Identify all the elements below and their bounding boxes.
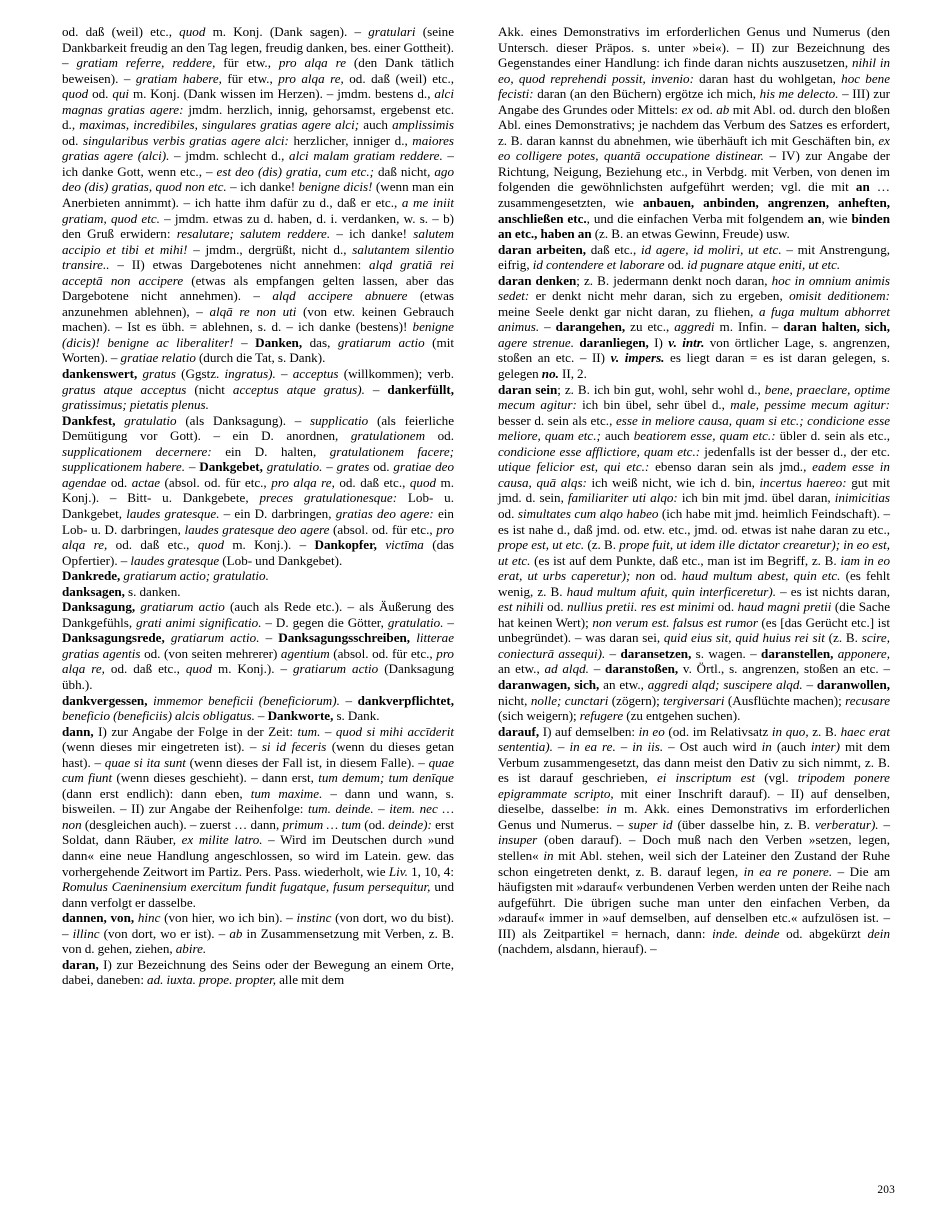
page-number: 203 [877,1184,895,1196]
right-column [498,24,890,957]
entry-daran: daran, I) zur Bezeichnung des Seins oder der Bewegung an einem Orte, dabei, daneben: ad. iuxta. prope. propter, alle mit dem [62,956,454,988]
entry-danken-continued: od. daß (weil) etc., quod m. Konj. (Dank sagen). – gratulari (seine Dankbarkeit freudig an den Tag legen, freudig danken, bes. einer Gottheit). – gratiam referre, reddere, für etw., pro alqa re (den Dank tätlich beweisen). – gratiam habere, für etw., pro alqa re, od. daß (weil) etc., quod od. qui m. Konj. (Dank wissen im Herzen). – jmdm. bestens d., alci magnas gratias agere: jmdm. herzlich, innig, gehorsamst, ergebenst etc. d., maximas, incredibiles, singulares gratias agere alci; auch amplissimis od. singularibus verbis gratias agere alci: herzlicher, inniger d., maiores gratias agere (alci). – jmdm. schlecht d., alci malam gratiam reddere. – ich danke Gott, wenn etc., – est deo (dis) gratia, cum etc.; daß nicht, ago deo (dis) gratias, quod non etc. – ich danke! benigne dicis! (wenn man ein Anerbieten annimmt). – ich hatte ihm dafür zu d., daß er etc., a me iniit gratiam, quod etc. – jmdm. etwas zu d. haben, d. i. verdanken, w. s. – b) den Gruß erwidern: resalutare; salutem reddere. – ich danke! salutem accipio et tibi et mihi! – jmdm., dergrüßt, nicht d., salutantem silentio transire.. – II) etwas Dargebotenes nicht annehmen: alqd gratiā rei acceptā non accipere (etwas als empfangen gelten lassen, aber das Dargebotene nicht annehmen). – alqd accipere abnuere (etwas anzunehmen ablehnen), – alqā re non uti (von etw. keinen Gebrauch machen). – Ist es übh. = ablehnen, s. d. – ich danke (bestens)! benigne (dicis)! benigne ac liberaliter! – Danken, das, gratiarum actio (mit Worten). – gratiae relatio (durch die Tat, s. Dank). [62,24,455,366]
entry-danksagung: Danksagung, gratiarum actio (auch als Rede etc.). – als Äußerung des Dankgefühls, grati animi significatio. – D. gegen die Götter, gratulatio. – Danksagungsrede, gratiarum actio. – Danksagungsschreiben, litterae gratias agentis od. (von seiten mehrerer) agentium (absol. od. für etc., pro alqa re, od. daß etc., quod m. Konj.). – gratiarum actio (Danksagung übh.). [62,599,455,692]
entry-dannen-von: dannen, von, hinc (von hier, wo ich bin). – instinc (von dort, wo du bist). – illinc (von dort, wo er ist). – ab in Zusammensetzung mit Verben, z. B. von d. gehen, ziehen, abire. [62,910,454,957]
entry-daran-sein: daran sein; z. B. ich bin gut, wohl, sehr wohl d., bene, praeclare, optime mecum agitur: ich bin übel, sehr übel d., male, pessime mecum agitur: besser d. sein als etc., esse in meliore causa, quam si etc.; condicione esse meliore, quam etc.; auch beatiorem esse, quam etc.: übler d. sein als etc., condicione esse afflictiore, quam etc.: jedenfalls ist der besser d., der etc. utique felicior est, qui etc.: ebenso daran sein als jmd., eadem esse in causa, quā alqs: ich weiß nicht, wie ich d. bin, incertus haereo: gut mit jmd. d. sein, familiariter uti alqo: ich bin mit jmd. übel daran, inimicitias od. simultates cum alqo habeo (ich habe mit jmd. heimlich Feindschaft). – es ist nahe d., daß jmd. od. etw. etc., jmd. od. etwas ist nahe daran zu etc., prope est, ut etc. (z. B. prope fuit, ut idem ille dictator crearetur); in eo est, ut etc. (es ist auf dem Punkte, daß etc., man ist im Begriff, z. B. iam in eo erat, ut urbs caperetur); non od. haud multum abest, quin etc. (es fehlt wenig, z. B. haud multum afuit, quin interficeretur). – es ist nichts daran, est nihili od. nullius pretii. res est minimi od. haud magni pretii (die Sache hat keinen Wert); non verum est. falsus est rumor (es [das Gerücht etc.] ist unbegründet). – was daran sei, quid eius sit, quid huius rei sit (z. B. scire, coniecturā assequi). – daransetzen, s. wagen. – daranstellen, apponere, an etw., ad alqd. – daranstoßen, v. Örtl., s. angrenzen, stoßen an etc. – daranwagen, sich, an etw., aggredi alqd; suscipere alqd. – daranwollen, nicht, nolle; cunctari (zögern); tergiversari (Ausflüchte machen); recusare (sich weigern); refugere (zu entgehen suchen). [498,381,891,724]
entry-darauf: darauf, I) auf demselben: in eo (od. im Relativsatz in quo, z. B. haec erat sententia). – in ea re. – in iis. – Ost auch wird in (auch inter) mit dem Verbum zusammengesetzt, das dann meist den Dativ zu sich nimmt, z. B. es ist darauf geschrieben, ei inscriptum est (vgl. tripodem ponere epigrammate scripto, mit einer Inschrift darauf). – II) auf denselben, dieselbe, dasselbe: in m. Akk. eines Demonstrativs im erforderlichen Genus und Numerus. – super id (über dasselbe hin, z. B. verberatur). – insuper (oben darauf). – Doch muß nach den Verben »setzen, legen, stellen« in mit Abl. stehen, weil sich der Lateiner den Zustand der Ruhe schon eingetreten denkt, z. B. darauf legen, in ea re ponere. – Die am häufigsten mit »darauf« verbundenen Verben werden unten der Reihe nach aufgeführt. Die übrigen suche man unter den einfachen Verben, da »darauf« immer in »auf demselben, auf denselben etc.« aufzulösen ist. – III) als Zeitpartikel = hernach, dann: inde. deinde od. abgekürzt dein (nachdem, alsdann, hierauf). – [498,723,891,957]
entry-dankvergessen: dankvergessen, immemor beneficii (beneficiorum). – dankverpflichtet, beneficio (beneficiis) alcis obligatus. – Dankworte, s. Dank. [62,692,454,724]
entry-daran-denken: daran denken; z. B. jedermann denkt noch daran, hoc in omnium animis sedet: er denkt nicht mehr daran, sich zu ergeben, omisit deditionem: meine Seele denkt gar nicht daran, zu fliehen, a fuga multum abhorret animus. – darangehen, zu etc., aggredi m. Infin. – daran halten, sich, agere strenue. daranliegen, I) v. intr. von örtlicher Lage, s. angrenzen, stoßen an etc. – II) v. impers. es liegt daran = es ist daran gelegen, s. gelegen no. II, 2. [498,272,891,382]
entry-daran-arbeiten: daran arbeiten, daß etc., id agere, id moliri, ut etc. – mit Anstrengung, eifrig, id contendere et laborare od. id pugnare atque eniti, ut etc. [498,241,891,273]
entry-danksagen: danksagen, s. danken. [62,583,181,599]
entry-dankfest: Dankfest, gratulatio (als Danksagung). – supplicatio (als feierliche Demütigung vor Gott). – ein D. anordnen, gratulationem od. supplicationem decernere: ein D. halten, gratulationem facere; supplicationem habere. – Dankgebet, gratulatio. – grates od. gratiae deo agendae od. actae (absol. od. für etc., pro alqa re, od. daß etc., quod m. Konj.). – Bitt- u. Dankgebete, preces gratulationesque: Lob- u. Dankgebet, laudes gratesque. – ein D. darbringen, gratias deo agere: ein Lob- u. D. darbringen, laudes gratesque deo agere (absol. od. für etc., pro alqa re, od. daß etc., quod m. Konj.). – Dankopfer, victīma (das Opfertier). – laudes gratesque (Lob- und Dankgebet). [62,412,455,568]
entry-daran-continued: Akk. eines Demonstrativs im erforderlichen Genus und Numerus (den Untersch. dieser Präpos. s. unter »bei«). – II) zur Bezeichnung des Gegenstandes einer Handlung: ich finde daran nichts auszusetzen, nihil in eo, quod reprehendi possit, invenio: daran hast du wohlgetan, hoc bene fecisti: daran (an den Büchern) ergötze ich mich, his me delecto. – III) zur Angabe des Grundes oder Mittels: ex od. ab mit Abl. od. durch den bloßen Abl. eines Demonstrativs; je nachdem das Verbum des Satzes es erfordert, z. B. daran kannst du abnehmen, wie überhäuft ich mit Geschäften bin, ex eo colligere potes, quantā occupatione distinear. – IV) zur Angabe der Richtung, Neigung, Beziehung etc., in Verbdg. mit Verben, von denen im folgenden die gewöhnlichsten aufgeführt werden; vgl. die mit an … zusammengesetzten, wie anbauen, anbinden, angrenzen, anheften, anschließen etc., und die einfachen Verba mit folgendem an, wie binden an etc., haben an (z. B. an etwas Gewinn, Freude) usw. [498,24,891,242]
left-column [62,24,454,988]
entry-dankenswert: dankenswert, gratus (Ggstz. ingratus). – acceptus (willkommen); verb. gratus atque acceptus (nicht acceptus atque gratus). – dankerfüllt, gratissimus; pietatis plenus. [62,366,454,413]
entry-dankrede: Dankrede, gratiarum actio; gratulatio. [62,568,269,584]
page-columns [62,24,895,988]
entry-dann: dann, I) zur Angabe der Folge in der Zeit: tum. – quod si mihi accīderit (wenn dieses mir eingetreten ist). – si id feceris (wenn du dieses getan hast). – quae si ita sunt (wenn dieses der Fall ist, in diesem Falle). – quae cum fiunt (wenn dieses geschieht). – dann erst, tum demum; tum denīque (dann erst endlich): dann eben, tum maxime. – dann und wann, s. bisweilen. – II) zur Angabe der Reihenfolge: tum. deinde. – item. nec … non (desgleichen auch). – zuerst … dann, primum … tum (od. deinde): erst Soldat, dann Räuber, ex milite latro. – Wird im Deutschen durch »und dann« eine neue Handlung angeschlossen, so wird im Latein. gew. das vorhergehende Zeitwort im Partiz. Pers. Pass. wiederholt, wie Liv. 1, 10, 4: Romulus Caeninensium exercitum fundit fugatque, fusum persequitur, und dann verfolgt er dasselbe. [62,723,455,910]
